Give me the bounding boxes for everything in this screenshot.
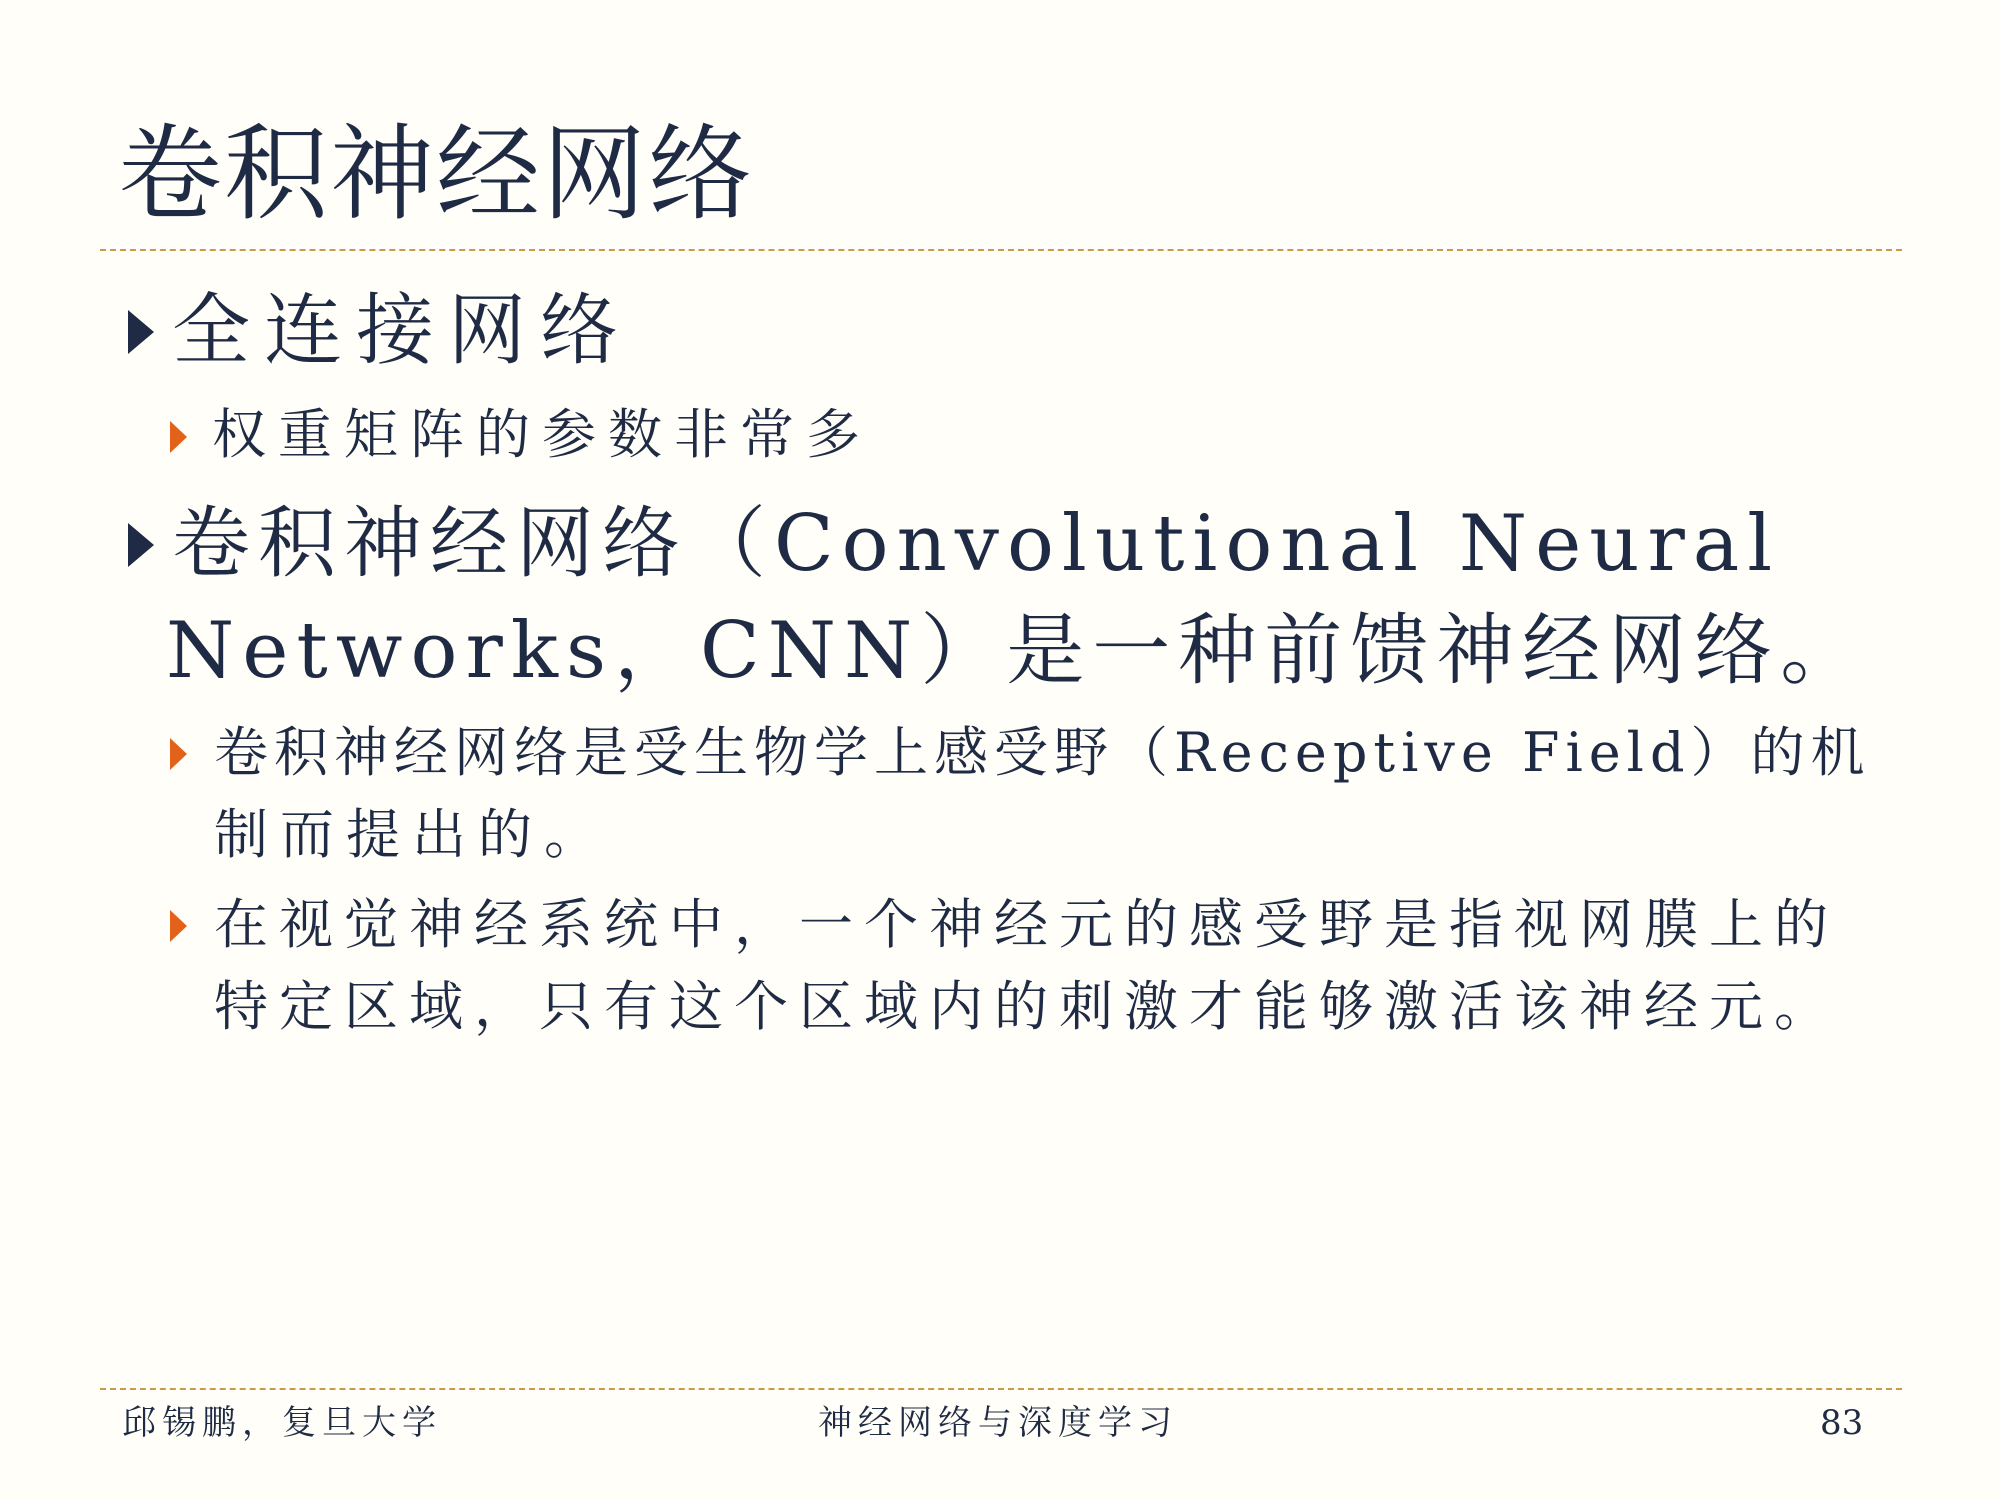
title-divider [100,249,1902,251]
sub-bullet-text-continued: 特定区域，只有这个区域内的刺激才能够激活该神经元。 [214,975,1839,1038]
bullet-text-continued: Networks，CNN）是一种前馈神经网络。 [166,606,1867,696]
sub-bullet-text-continued: 制而提出的。 [214,803,610,866]
sub-bullet-arrow-icon [170,738,187,770]
sub-bullet-text: 卷积神经网络是受生物学上感受野（Receptive Field）的机 [214,721,1871,784]
sub-bullet-text: 在视觉神经系统中，一个神经元的感受野是指视网膜上的 [214,893,1839,956]
footer-divider [100,1388,1902,1390]
footer-author: 邱锡鹏，复旦大学 [122,1403,442,1443]
page-number: 83 [1820,1403,1864,1443]
sub-bullet-arrow-icon [170,910,187,942]
sub-bullet-text: 权重矩阵的参数非常多 [212,403,872,466]
sub-bullet-arrow-icon [170,421,187,453]
footer-course: 神经网络与深度学习 [818,1403,1178,1443]
bullet-text: 卷积神经网络（Convolutional Neural [172,499,1781,589]
bullet-arrow-icon [128,523,154,567]
slide-title: 卷积神经网络 [118,113,755,235]
bullet-arrow-icon [128,310,154,354]
bullet-text: 全连接网络 [172,286,633,376]
